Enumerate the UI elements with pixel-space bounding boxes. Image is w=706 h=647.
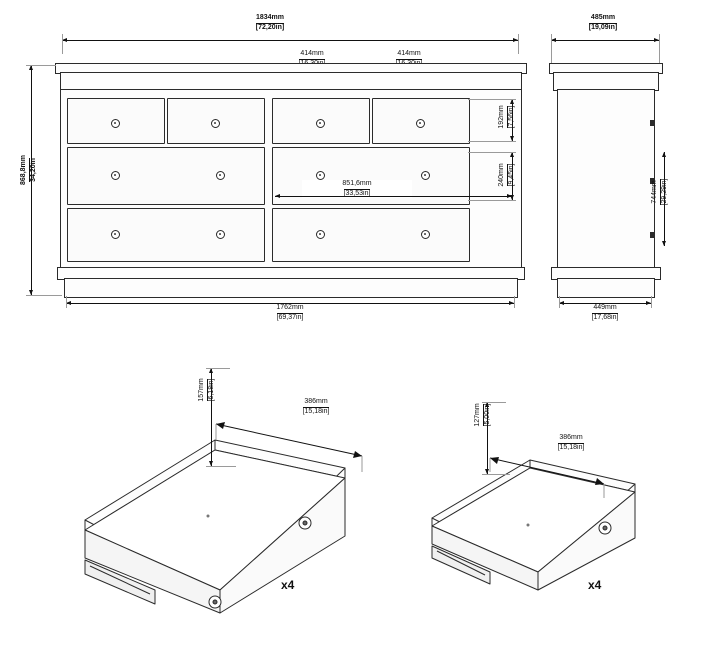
drawer-knob [316,119,325,128]
front-large-drawer-width-label: 851,6mm [33,53in] [302,180,412,198]
drawer-knob [421,230,430,239]
cabinet-plinth [64,278,518,298]
front-base-width-label: 1762mm [69,37in] [276,304,304,321]
side-fitting-mark [650,120,654,126]
drawer-knob [111,119,120,128]
large-drawer-quantity: x4 [281,578,295,592]
extension-line [659,34,660,66]
drawer-bottom-right [272,208,470,262]
small-drawer-width-dimline [486,452,616,502]
side-base-depth-label: 449mm [17,68in] [591,304,619,321]
drawer-knob [211,119,220,128]
arrow-up [662,152,666,157]
drawer-knob [416,119,425,128]
extension-line [514,296,515,308]
large-drawer-width-dimline [212,418,372,478]
side-body-height-label: 744mm [29,29in] [651,178,668,206]
side-depth-label: 485mm [19,09in] [588,14,618,31]
drawer-knob [316,230,325,239]
front-large-drawer-width-dimline [275,196,512,197]
extension-line [26,65,56,66]
drawer-knob [216,230,225,239]
drawer-knob [421,171,430,180]
side-body [557,89,655,269]
extension-line [651,296,652,308]
small-drawer-quantity: x4 [588,578,602,592]
extension-line [518,34,519,54]
small-drawer-width-label: 386mm [15,18in] [557,434,585,451]
front-large-drawer-height-label: 240mm [9,45in] [498,163,515,187]
extension-line [26,295,62,296]
drawer-knob [316,171,325,180]
side-fitting-mark [650,232,654,238]
arrow-down [662,241,666,246]
front-overall-width-label: 1834mm [72,20in] [255,14,285,31]
side-depth-dimline [551,40,659,41]
front-small-drawer-height-label: 192mm [7,56in] [498,105,515,129]
front-overall-height-label: 868,8mm 34,20in [20,155,37,185]
drawer-bottom-left [67,208,265,262]
drawer-knob [111,171,120,180]
large-drawer-width-label: 386mm [15,18in] [302,398,330,415]
front-overall-width-dimline [62,40,518,41]
side-plinth [557,278,655,298]
extension-line [559,296,560,308]
arrow-right [507,194,512,198]
drawer-middle-left [67,147,265,205]
drawer-knob [216,171,225,180]
small-drawer-height-label: 127mm [5,00in] [474,403,491,427]
extension-line [62,34,63,54]
extension-line [66,296,67,308]
drawer-knob [111,230,120,239]
front-top-drawer2-width-label: 414mm [369,50,449,68]
arrow-left [275,194,280,198]
front-top-drawer1-width-label: 414mm [272,50,352,68]
large-drawer-height-label: 157mm [6,18in] [198,378,215,402]
extension-line [551,34,552,66]
